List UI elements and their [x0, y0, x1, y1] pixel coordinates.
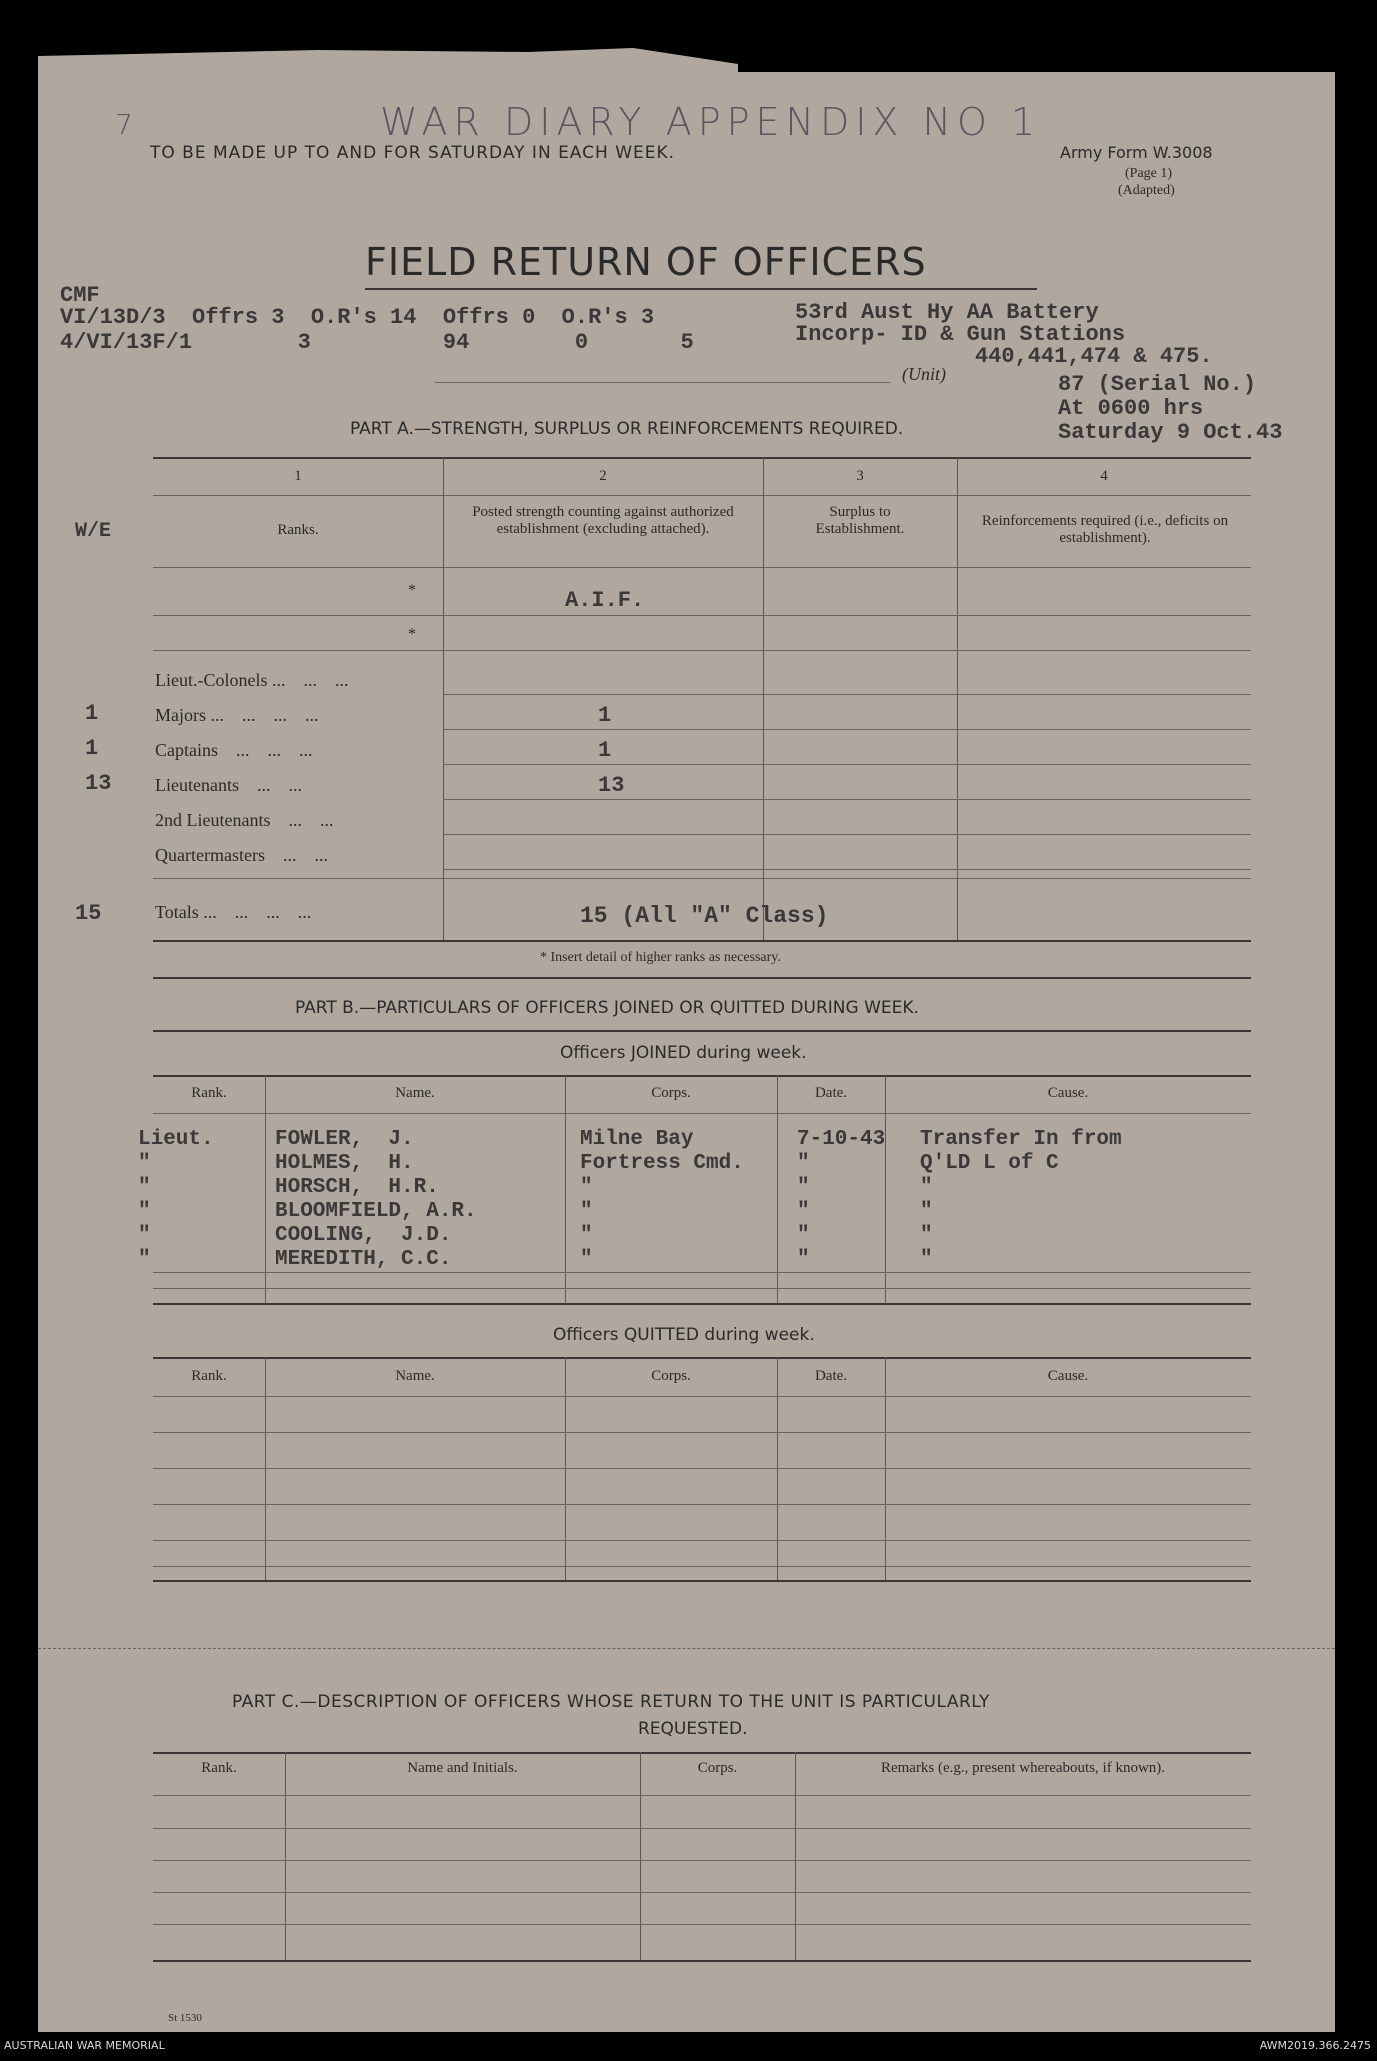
part-a-divider-1	[443, 457, 444, 940]
totals-label: Totals ... ... ... ...	[155, 902, 312, 922]
part-c-row-rule	[153, 1828, 1251, 1829]
joined-corps: Milne Bay	[580, 1128, 694, 1151]
col-divider	[777, 1075, 778, 1303]
posted-value: 13	[598, 773, 625, 798]
typed-unit-2: Incorp- ID & Gun Stations	[795, 322, 1126, 347]
joined-name: COOLING, J.D.	[275, 1224, 452, 1247]
joined-corps: Fortress Cmd.	[580, 1152, 744, 1175]
quitted-row-rule	[153, 1432, 1251, 1433]
joined-header-rule	[153, 1113, 1251, 1114]
typed-line-2: VI/13D/3 Offrs 3 O.R's 14 Offrs 0 O.R's 3	[60, 305, 655, 330]
joined-title: Officers JOINED during week.	[560, 1043, 807, 1063]
col-header-reinforcements: Reinforcements required (i.e., deficits on establishment).	[981, 513, 1229, 546]
col-divider	[795, 1752, 796, 1960]
footer-right: AWM2019.366.2475	[1259, 2039, 1371, 2052]
typed-serial: 87 (Serial No.)	[1058, 372, 1257, 397]
col-divider	[285, 1752, 286, 1960]
rank-row-rule	[443, 694, 1251, 695]
quitted-header-rule	[153, 1396, 1251, 1397]
joined-row-rule	[153, 1272, 1251, 1273]
part-a-top-rule	[153, 457, 1251, 459]
col-header: Rank.	[191, 1085, 227, 1101]
handwritten-mark: 7	[115, 108, 139, 141]
joined-name: BLOOMFIELD, A.R.	[275, 1200, 477, 1223]
star-rule-2	[153, 650, 1251, 651]
rank-row-rule	[443, 729, 1251, 730]
part-a-divider-3	[957, 457, 958, 940]
part-c-row-rule	[153, 1924, 1251, 1925]
col-header-rule	[153, 567, 1251, 568]
col-header: Corps.	[651, 1368, 691, 1384]
joined-cause: "	[920, 1248, 933, 1271]
typed-unit-1: 53rd Aust Hy AA Battery	[795, 300, 1099, 325]
joined-date: "	[797, 1152, 810, 1175]
joined-bottom-rule	[153, 1303, 1251, 1305]
col-number-rule	[153, 495, 1251, 496]
rank-label: Lieut.-Colonels ... ... ...	[155, 670, 349, 690]
handwritten-annotation: WAR DIARY APPENDIX NO 1	[380, 100, 1042, 144]
part-c-header-rule	[153, 1795, 1251, 1796]
typed-line-3: 4/VI/13F/1 3 94 0 5	[60, 330, 694, 355]
star-row-1: *	[408, 582, 416, 599]
footer-left: AUSTRALIAN WAR MEMORIAL	[4, 2039, 165, 2052]
we-value: 1	[85, 701, 99, 726]
joined-rank: "	[138, 1200, 151, 1223]
page-number: (Page 1)	[1125, 166, 1173, 181]
typed-date: Saturday 9 Oct.43	[1058, 420, 1283, 445]
footer-bar	[0, 2035, 1377, 2061]
col-number-1: 1	[294, 468, 302, 484]
joined-cause: "	[920, 1200, 933, 1223]
part-b-top-rule	[153, 1030, 1251, 1032]
col-header: Remarks (e.g., present whereabouts, if known).	[880, 1760, 1166, 1776]
joined-cause: "	[920, 1176, 933, 1199]
col-header: Name.	[395, 1085, 435, 1101]
print-code: St 1530	[168, 2012, 202, 2024]
typed-cmf: CMF	[60, 283, 100, 308]
rank-label: Quartermasters ... ...	[155, 845, 328, 865]
col-header-surplus: Surplus to Establishment.	[815, 504, 905, 537]
joined-cause: "	[920, 1224, 933, 1247]
rank-label: 2nd Lieutenants ... ...	[155, 810, 334, 830]
typed-time: At 0600 hrs	[1058, 396, 1204, 421]
part-a-divider-2	[763, 457, 764, 940]
rank-row-rule	[443, 799, 1251, 800]
col-divider	[640, 1752, 641, 1960]
joined-cause: Q'LD L of C	[920, 1152, 1059, 1175]
unit-line	[435, 382, 890, 383]
quitted-row-rule	[153, 1504, 1251, 1505]
joined-date: "	[797, 1176, 810, 1199]
adapted-label: (Adapted)	[1118, 183, 1175, 198]
joined-name: HORSCH, H.R.	[275, 1176, 439, 1199]
joined-rank: "	[138, 1248, 151, 1271]
page-title: FIELD RETURN OF OFFICERS	[365, 240, 927, 284]
col-header-posted: Posted strength counting against authorized establishment (excluding attached).	[472, 504, 734, 537]
quitted-bottom-rule	[153, 1580, 1251, 1582]
col-divider	[265, 1075, 266, 1303]
joined-corps: "	[580, 1224, 593, 1247]
joined-date: "	[797, 1224, 810, 1247]
joined-cause: Transfer In from	[920, 1128, 1122, 1151]
joined-name: FOWLER, J.	[275, 1128, 414, 1151]
part-c-row-rule	[153, 1860, 1251, 1861]
totals-we: 15	[75, 901, 102, 926]
part-a-note: * Insert detail of higher ranks as necessary.	[540, 950, 781, 965]
col-header: Name.	[395, 1368, 435, 1384]
joined-rank: "	[138, 1176, 151, 1199]
posted-value: 1	[598, 738, 612, 763]
quitted-row-rule	[153, 1540, 1251, 1541]
joined-corps: "	[580, 1176, 593, 1199]
part-a-title: PART A.—STRENGTH, SURPLUS OR REINFORCEMENTS REQUIRED.	[350, 419, 904, 439]
quitted-title: Officers QUITTED during week.	[553, 1325, 815, 1345]
col-number-2: 2	[599, 468, 607, 484]
star-rule-1	[153, 615, 1251, 616]
col-header: Cause.	[1047, 1368, 1089, 1384]
col-header: Rank.	[191, 1368, 227, 1384]
perforation-line	[38, 1648, 1335, 1649]
we-label: W/E	[75, 520, 112, 543]
quitted-top-rule	[153, 1357, 1251, 1359]
rank-label: Lieutenants ... ...	[155, 775, 302, 795]
rank-row-rule	[443, 764, 1251, 765]
star-row-2: *	[408, 626, 416, 643]
part-c-top-rule	[153, 1752, 1251, 1754]
joined-top-rule	[153, 1075, 1251, 1077]
col-number-4: 4	[1100, 468, 1108, 484]
part-c-row-rule	[153, 1892, 1251, 1893]
title-underline	[365, 288, 1037, 290]
col-header-ranks: Ranks.	[277, 522, 319, 538]
joined-corps: "	[580, 1200, 593, 1223]
joined-corps: "	[580, 1248, 593, 1271]
col-header: Date.	[814, 1085, 848, 1101]
totals-value: 15 (All "A" Class)	[580, 903, 829, 929]
part-c-title-2: REQUESTED.	[638, 1719, 748, 1739]
we-value: 1	[85, 736, 99, 761]
part-a-end-rule	[153, 977, 1251, 979]
col-header: Name and Initials.	[407, 1760, 518, 1776]
joined-rank: Lieut.	[138, 1128, 214, 1151]
col-divider	[565, 1075, 566, 1303]
col-header: Cause.	[1047, 1085, 1089, 1101]
joined-name: HOLMES, H.	[275, 1152, 414, 1175]
joined-date: 7-10-43	[797, 1128, 886, 1151]
rank-row-rule	[443, 834, 1251, 835]
col-header: Rank.	[201, 1760, 237, 1776]
joined-date: "	[797, 1200, 810, 1223]
col-number-3: 3	[856, 468, 864, 484]
posted-value: 1	[598, 703, 612, 728]
rank-label: Majors ... ... ... ...	[155, 705, 319, 725]
totals-top-rule	[153, 878, 1251, 879]
unit-label: (Unit)	[902, 364, 946, 384]
col-header: Corps.	[697, 1760, 738, 1776]
part-c-bottom-rule	[153, 1960, 1251, 1962]
col-header: Corps.	[651, 1085, 691, 1101]
instruction-text: TO BE MADE UP TO AND FOR SATURDAY IN EACH WEEK.	[150, 143, 676, 163]
joined-rank: "	[138, 1152, 151, 1175]
we-value: 13	[85, 771, 112, 796]
joined-name: MEREDITH, C.C.	[275, 1248, 452, 1271]
rank-label: Captains ... ... ...	[155, 740, 313, 760]
quitted-row-rule	[153, 1468, 1251, 1469]
joined-date: "	[797, 1248, 810, 1271]
part-c-title-1: PART C.—DESCRIPTION OF OFFICERS WHOSE RETURN TO THE UNIT IS PARTICULARLY	[232, 1692, 990, 1712]
part-b-title: PART B.—PARTICULARS OF OFFICERS JOINED OR QUITTED DURING WEEK.	[295, 998, 919, 1018]
typed-unit-3: 440,441,474 & 475.	[975, 344, 1213, 369]
form-number: Army Form W.3008	[1060, 143, 1213, 162]
joined-row-rule	[153, 1288, 1251, 1289]
rank-row-rule	[443, 869, 1251, 870]
col-header: Date.	[814, 1368, 848, 1384]
aif-label: A.I.F.	[565, 588, 645, 613]
part-a-bottom-rule	[153, 940, 1251, 942]
col-divider	[885, 1075, 886, 1303]
joined-rank: "	[138, 1224, 151, 1247]
quitted-row-rule	[153, 1566, 1251, 1567]
